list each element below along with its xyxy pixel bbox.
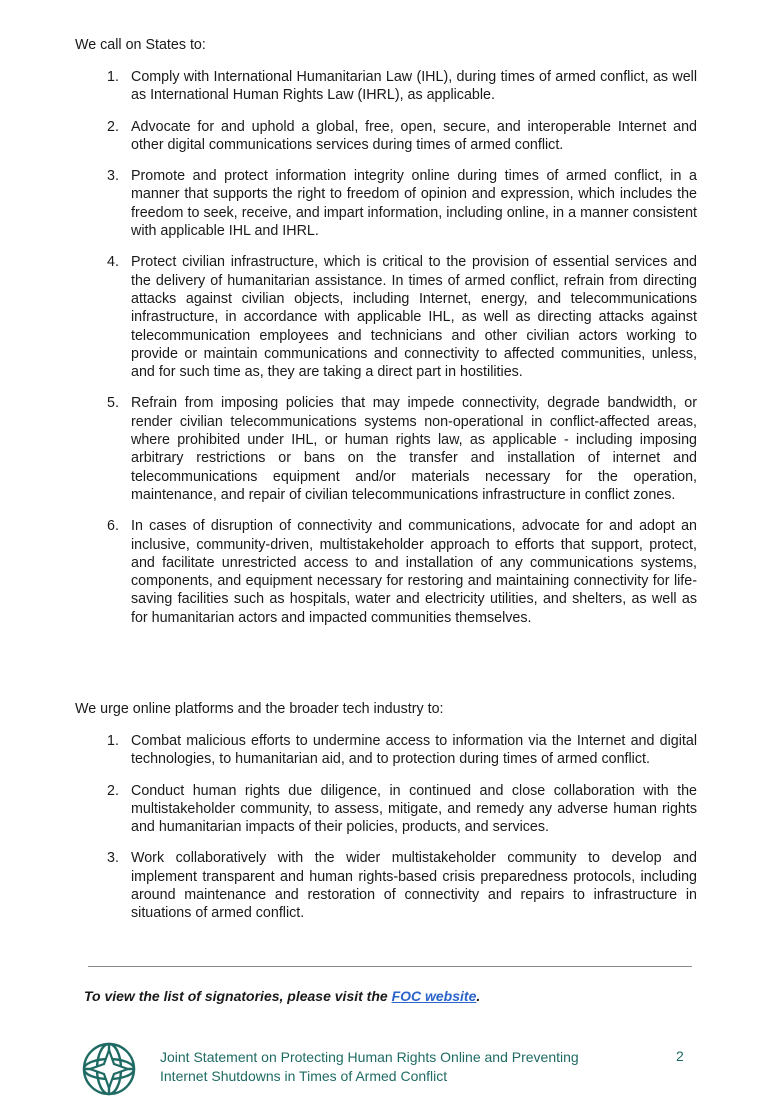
list-item bbox=[0, 118, 697, 155]
item-number: 1. bbox=[107, 69, 119, 85]
item-number: 2. bbox=[107, 782, 119, 799]
states-list bbox=[0, 68, 768, 640]
list-item bbox=[0, 394, 697, 504]
list-item bbox=[0, 167, 697, 240]
item-number: 2. bbox=[107, 118, 119, 135]
item-number: 1. bbox=[107, 733, 119, 749]
industry-intro: We urge online platforms and the broader tech industry to: bbox=[75, 701, 444, 717]
item-number: 3. bbox=[107, 168, 119, 185]
item-number: 6. bbox=[107, 518, 119, 535]
item-number: 5. bbox=[107, 395, 119, 412]
page-number: 2 bbox=[676, 1048, 684, 1064]
item-text: Promote and protect information integrity online during times of armed conflict, in a manner that supports the right to freedom of opinion and expression, which includes the freedom to seek, receive, and impart information, including online, in a manner consistent with applicable IHL and IHRL. bbox=[131, 168, 697, 240]
states-intro: We call on States to: bbox=[75, 37, 206, 53]
item-text: Protect civilian infrastructure, which is critical to the provision of essential services and the delivery of humanitarian assistance. In times of armed conflict, refrain from directing attacks against civilian objects, including Internet, energy, and telecommunications infrastructure, in accordance with applicable IHL, as well as directing attacks against telecommunication employees and technicians and other civilian actors working to provide or maintain communications and connectivity to affected communities, unless, and for such time as, they are taking a direct part in hostilities. bbox=[131, 254, 697, 381]
list-item bbox=[0, 253, 697, 381]
foc-website-link[interactable]: FOC website bbox=[391, 988, 477, 1004]
item-number: 3. bbox=[107, 850, 119, 867]
list-item bbox=[0, 732, 697, 769]
signatories-suffix: . bbox=[476, 988, 481, 1004]
item-text: In cases of disruption of connectivity and communications, advocate for and adopt an inclusive, community-driven, multistakeholder approach to efforts that support, protect, and facilitate unrestricted access to and installation of any communications systems, components, and equipment necessary for restoring and maintaining connectivity for life-saving facilities such as hospitals, water and electricity utilities, and shelters, as well as for humanitarian actors and impacted communities themselves. bbox=[131, 518, 697, 626]
signatories-note bbox=[84, 988, 480, 1004]
item-text: Comply with International Humanitarian Law (IHL), during times of armed conflict, as well as International Human Rights Law (IHRL), as applicable. bbox=[131, 69, 697, 104]
item-number: 4. bbox=[107, 254, 119, 271]
industry-list bbox=[0, 732, 768, 936]
footer-document-title: Joint Statement on Protecting Human Rights Online and Preventing Internet Shutdowns in Times of Armed Conflict bbox=[160, 1049, 579, 1084]
item-text: Work collaboratively with the wider multistakeholder community to develop and implement transparent and human rights-based crisis preparedness protocols, including around maintenance and restoration of connectivity and repairs to infrastructure in situations of armed conflict. bbox=[131, 850, 697, 922]
list-item bbox=[0, 782, 697, 837]
item-text: Conduct human rights due diligence, in continued and close collaboration with the multistakeholder community, to assess, mitigate, and remedy any adverse human rights and humanitarian impacts of their policies, products, and services. bbox=[131, 782, 697, 836]
globe-compass-icon bbox=[80, 1040, 138, 1098]
footer-divider bbox=[88, 966, 692, 967]
signatories-prefix: To view the list of signatories, please visit the bbox=[84, 988, 392, 1004]
item-text: Combat malicious efforts to undermine access to information via the Internet and digital technologies, to humanitarian aid, and to protection during times of armed conflict. bbox=[131, 733, 697, 768]
list-item bbox=[0, 517, 697, 627]
item-text: Advocate for and uphold a global, free, open, secure, and interoperable Internet and other digital communications services during times of armed conflict. bbox=[131, 118, 697, 153]
item-text: Refrain from imposing policies that may impede connectivity, degrade bandwidth, or render civilian telecommunications systems non-operational in conflict-affected areas, where prohibited under IHL, or human rights law, as applicable - including imposing arbitrary restrictions or bans on the transfer and installation of internet and telecommunications equipment and/or materials necessary for the operation, maintenance, and repair of civilian telecommunications infrastructure in conflict zones. bbox=[131, 395, 697, 503]
list-item bbox=[0, 68, 697, 105]
list-item bbox=[0, 849, 697, 922]
